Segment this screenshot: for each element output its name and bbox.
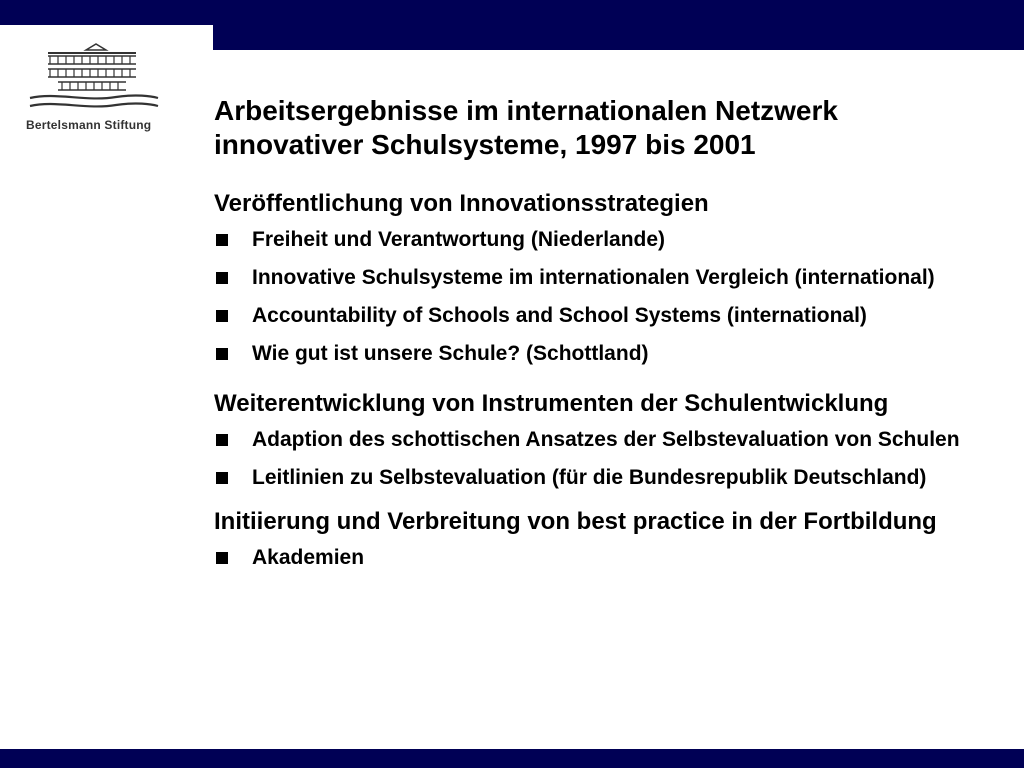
list-item-text: Akademien: [252, 546, 365, 569]
square-bullet-icon: [216, 310, 228, 322]
building-icon: [26, 42, 166, 116]
list-item: [214, 543, 1014, 572]
list-item-text: Accountability of Schools and School Systems (international): [252, 304, 867, 327]
square-bullet-icon: [216, 272, 228, 284]
section-heading: Weiterentwicklung von Instrumenten der Schulentwicklung: [214, 390, 889, 417]
list-item-text: Innovative Schulsysteme im internationalen Vergleich (international): [252, 266, 935, 289]
list-item-text: Adaption des schottischen Ansatzes der Selbstevaluation von Schulen: [252, 428, 960, 451]
title-line: Arbeitsergebnisse im internationalen Netzwerk: [214, 95, 838, 126]
bullet-list: [214, 225, 1014, 368]
slide-content: [214, 94, 1014, 586]
header-bar-notch: [0, 0, 213, 25]
list-item-text: Wie gut ist unsere Schule? (Schottland): [252, 342, 649, 365]
bertelsmann-logo: [26, 42, 166, 142]
list-item-text: Freiheit und Verantwortung (Niederlande): [252, 228, 666, 251]
square-bullet-icon: [216, 472, 228, 484]
list-item: [214, 225, 1014, 254]
logo-text: Bertelsmann Stiftung: [26, 118, 152, 132]
list-item: [214, 425, 1014, 454]
footer-bar: [0, 749, 1024, 768]
logo-area: [0, 0, 213, 150]
slide-title: [214, 94, 1014, 162]
bullet-list: [214, 425, 1014, 492]
square-bullet-icon: [216, 234, 228, 246]
list-item: [214, 301, 1014, 330]
title-line: innovativer Schulsysteme, 1997 bis 2001: [214, 129, 756, 160]
square-bullet-icon: [216, 552, 228, 564]
list-item: [214, 463, 1014, 492]
square-bullet-icon: [216, 434, 228, 446]
section-heading: Initiierung und Verbreitung von best practice in der Fortbildung: [214, 508, 937, 535]
section-heading: Veröffentlichung von Innovationsstrategien: [214, 190, 709, 217]
square-bullet-icon: [216, 348, 228, 360]
list-item: [214, 263, 1014, 292]
list-item: [214, 339, 1014, 368]
bullet-list: [214, 543, 1014, 572]
list-item-text: Leitlinien zu Selbstevaluation (für die Bundesrepublik Deutschland): [252, 466, 927, 489]
